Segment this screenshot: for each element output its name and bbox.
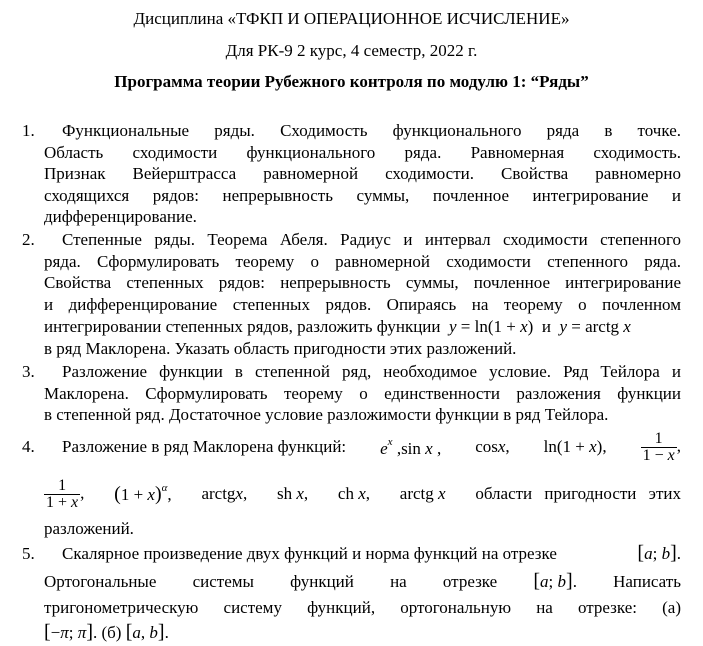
item-text-line: Функциональные ряды. Сходимость функционального ряда в точке.	[62, 121, 681, 140]
formula-ln: y = ln(1 + x)	[449, 317, 534, 336]
item-text-span: Скалярное произведение двух функций и норма функций на отрезке	[62, 543, 557, 563]
formula-exp: $e^x$ ,sin x ,	[380, 435, 442, 458]
item-number: 3.	[22, 362, 35, 381]
item-text-line	[62, 542, 681, 565]
item-number: 2.	[22, 230, 35, 249]
formula-frac-2: $\frac{1}{1 + x}$ ,	[46, 476, 85, 511]
item-text-line: и дифференцирование степенных рядов. Опираясь на теорему о почленном	[44, 295, 681, 314]
item-number: 5.	[22, 544, 35, 563]
item-text-span: на	[390, 571, 407, 591]
item-text-span: функций	[290, 571, 354, 591]
item-text-line: дифференцирование.	[44, 207, 197, 226]
formula-arctg: arctgx,	[201, 484, 248, 503]
item-number: 1.	[22, 121, 35, 140]
item-text-line: ряда. Сформулировать теорему о равномерной сходимости степенного ряда.	[44, 252, 681, 271]
program-title: Программа теории Рубежного контроля по модулю 1: “Ряды”	[114, 72, 589, 91]
formula-segment-ab: [a; b].	[533, 570, 577, 592]
item-text-line: в степенной ряд. Достаточное условие разложимости функции в ряд Тейлора.	[44, 405, 609, 424]
item-text-span: отрезке	[442, 571, 498, 591]
item-text-span: и	[541, 317, 551, 336]
item-text-line	[44, 317, 631, 337]
formula-cos: cosx,	[475, 437, 510, 456]
item-number: 4.	[22, 437, 35, 456]
group-header: Для РК-9 2 курс, 4 семестр, 2022 г.	[225, 41, 478, 60]
formula-segment-pi: [−π; π].	[44, 621, 98, 643]
formula-frac-1: $\frac{1}{1 - x}$ ,	[642, 429, 681, 464]
formula-arctg: arctg x	[399, 484, 446, 503]
item-text-line	[62, 427, 681, 467]
item-text-span: области пригодности этих	[475, 484, 681, 503]
formula-ch: ch x,	[337, 484, 371, 503]
item-text-line: тригонометрическую систему функций, ортогональную на отрезке: (а)	[44, 598, 681, 617]
item-text-span: (б)	[101, 623, 122, 642]
item-text-line: Область сходимости функционального ряда. Равномерная сходимость.	[44, 143, 681, 162]
formula-segment-ab: [a; b].	[637, 542, 681, 564]
item-text-line: Степенные ряды. Теорема Абеля. Радиус и интервал сходимости степенного	[62, 230, 681, 249]
item-text-span: системы	[192, 571, 254, 591]
item-text-line: Разложение функции в степенной ряд, необходимое условие. Ряд Тейлора и	[62, 362, 681, 381]
item-text-line: разложений.	[44, 519, 134, 538]
item-text-line: сходящихся рядов: непрерывность суммы, почленное интегрирование и	[44, 186, 681, 205]
formula-ln: ln(1 + x),	[543, 437, 607, 456]
discipline-header: Дисциплина «ТФКП И ОПЕРАЦИОННОЕ ИСЧИСЛЕНИЕ»	[133, 9, 570, 28]
formula-power: $(1 + x)^\alpha$,	[114, 482, 172, 505]
formula-sh: sh x,	[276, 484, 309, 503]
item-text-span: Написать	[613, 571, 681, 591]
item-text-line: Свойства степенных рядов: непрерывность суммы, почленное интегрирование	[44, 273, 681, 292]
formula-segment-ab-comma: [a, b].	[125, 621, 169, 643]
item-text-line	[44, 621, 169, 644]
item-text-span: Ортогональные	[44, 571, 157, 591]
item-text-line	[44, 474, 681, 514]
item-text-line: в ряд Маклорена. Указать область пригодности этих разложений.	[44, 339, 517, 358]
item-text-span: Разложение в ряд Маклорена функций:	[62, 437, 347, 456]
item-text-span: интегрировании степенных рядов, разложить функции	[44, 317, 441, 336]
formula-arctg: y = arctg x	[559, 317, 631, 336]
item-text-line	[44, 570, 681, 593]
item-text-line: Признак Вейерштрасса равномерной сходимости. Свойства равномерно	[44, 164, 681, 183]
item-text-line: Маклорена. Сформулировать теорему о единственности разложения функции	[44, 384, 681, 403]
